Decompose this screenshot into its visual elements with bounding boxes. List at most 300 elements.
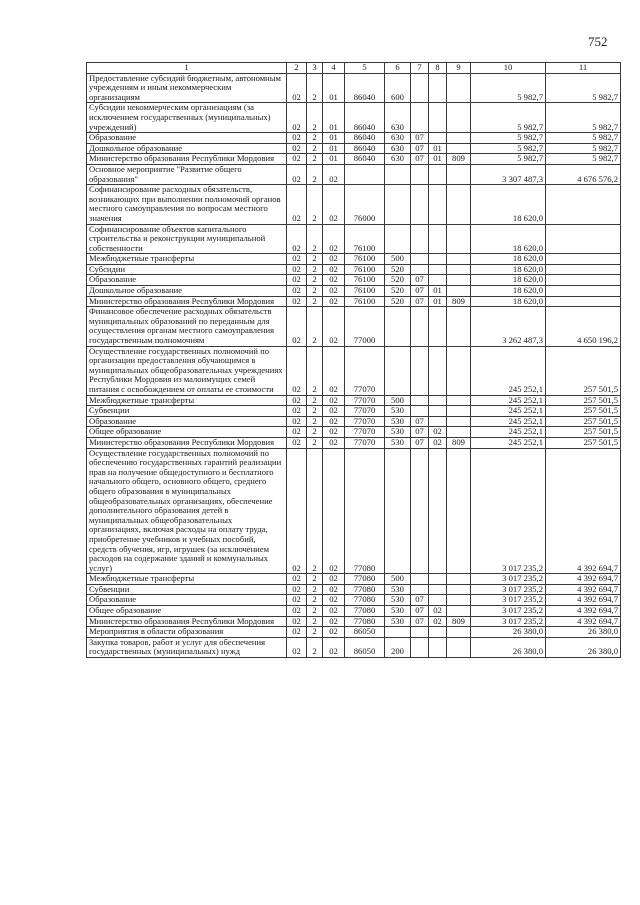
section: 07 [411,416,429,427]
amount-year-2: 257 501,5 [546,395,621,406]
program-code: 02 [323,296,345,307]
program-code: 02 [323,254,345,265]
row-name: Субвенции [87,406,287,417]
ministry-code: 809 [447,154,471,165]
row-name: Предоставление субсидий бюджетным, автономным учреждениям и иным некоммерческим организациям [87,73,287,103]
table-row [87,637,621,657]
col-header: 6 [385,63,411,74]
row-name: Образование [87,416,287,427]
sub-code: 2 [307,437,323,448]
ministry-code [447,627,471,638]
subsection [429,627,447,638]
article-code: 76100 [345,296,385,307]
section-code: 02 [287,264,307,275]
row-name: Финансовое обеспечение расходных обязательств муниципальных образований по переданным для осуществления органам местного самоуправления государственным полномочиям [87,307,287,346]
amount-year-1: 18 620,0 [471,286,546,297]
subsection [429,103,447,133]
table-row [87,254,621,265]
expense-type: 520 [385,286,411,297]
program-code: 02 [323,275,345,286]
sub-code: 2 [307,595,323,606]
ministry-code: 809 [447,616,471,627]
expense-type [385,307,411,346]
row-name: Субвенции [87,584,287,595]
section: 07 [411,616,429,627]
expense-type [385,224,411,254]
header-row [87,63,621,74]
col-header: 9 [447,63,471,74]
table-row [87,584,621,595]
program-code: 02 [323,606,345,617]
article-code: 76100 [345,264,385,275]
table-row [87,143,621,154]
article-code: 76100 [345,275,385,286]
amount-year-2: 257 501,5 [546,437,621,448]
table-row [87,595,621,606]
amount-year-1: 3 017 235,2 [471,595,546,606]
article-code: 77070 [345,346,385,395]
sub-code: 2 [307,574,323,585]
section: 07 [411,437,429,448]
article-code: 77070 [345,427,385,438]
subsection [429,406,447,417]
sub-code: 2 [307,346,323,395]
budget-table [86,62,621,658]
amount-year-2: 4 650 196,2 [546,307,621,346]
section-code: 02 [287,395,307,406]
program-code: 02 [323,427,345,438]
sub-code: 2 [307,448,323,574]
ministry-code [447,448,471,574]
program-code: 02 [323,264,345,275]
table-row [87,448,621,574]
table-row [87,574,621,585]
amount-year-1: 5 982,7 [471,154,546,165]
article-code: 77080 [345,616,385,627]
article-code: 77080 [345,448,385,574]
amount-year-1: 245 252,1 [471,437,546,448]
article-code: 77070 [345,437,385,448]
program-code: 02 [323,406,345,417]
article-code: 76100 [345,224,385,254]
program-code: 01 [323,73,345,103]
col-header: 3 [307,63,323,74]
ministry-code [447,143,471,154]
amount-year-2: 4 392 694,7 [546,616,621,627]
expense-type [385,164,411,184]
section-code: 02 [287,437,307,448]
ministry-code [447,606,471,617]
ministry-code [447,224,471,254]
amount-year-2: 4 392 694,7 [546,606,621,617]
section [411,346,429,395]
subsection [429,133,447,144]
ministry-code [447,427,471,438]
amount-year-2: 26 380,0 [546,637,621,657]
ministry-code [447,286,471,297]
expense-type: 530 [385,416,411,427]
section-code: 02 [287,133,307,144]
amount-year-2: 5 982,7 [546,73,621,103]
amount-year-2 [546,185,621,224]
page-number: 752 [588,34,608,49]
program-code: 02 [323,416,345,427]
sub-code: 2 [307,154,323,165]
subsection [429,416,447,427]
program-code: 01 [323,133,345,144]
section: 07 [411,143,429,154]
sub-code: 2 [307,143,323,154]
program-code: 02 [323,346,345,395]
section-code: 02 [287,616,307,627]
section-code: 02 [287,185,307,224]
table-row [87,286,621,297]
amount-year-1: 18 620,0 [471,185,546,224]
subsection [429,595,447,606]
ministry-code [447,584,471,595]
amount-year-2 [546,264,621,275]
table-row [87,296,621,307]
amount-year-1: 18 620,0 [471,275,546,286]
article-code: 86040 [345,154,385,165]
section: 07 [411,154,429,165]
article-code: 77070 [345,416,385,427]
table-row [87,73,621,103]
subsection [429,185,447,224]
subsection [429,254,447,265]
program-code: 02 [323,448,345,574]
amount-year-1: 245 252,1 [471,346,546,395]
col-header: 5 [345,63,385,74]
row-name: Дошкольное образование [87,286,287,297]
sub-code: 2 [307,416,323,427]
section-code: 02 [287,103,307,133]
amount-year-2: 5 982,7 [546,154,621,165]
row-name: Дошкольное образование [87,143,287,154]
expense-type [385,448,411,574]
section-code: 02 [287,606,307,617]
subsection [429,395,447,406]
program-code: 02 [323,574,345,585]
amount-year-2: 257 501,5 [546,427,621,438]
subsection: 01 [429,143,447,154]
article-code: 86050 [345,627,385,638]
amount-year-1: 26 380,0 [471,637,546,657]
row-name: Субсидии некоммерческим организациям (за исключением государственных (муниципальных) учреждений) [87,103,287,133]
section: 07 [411,275,429,286]
section-code: 02 [287,164,307,184]
row-name: Образование [87,275,287,286]
row-name: Межбюджетные трансферты [87,254,287,265]
expense-type: 520 [385,275,411,286]
amount-year-2 [546,296,621,307]
amount-year-1: 5 982,7 [471,103,546,133]
program-code: 01 [323,143,345,154]
section: 07 [411,595,429,606]
row-name: Общее образование [87,427,287,438]
section: 07 [411,286,429,297]
row-name: Общее образование [87,606,287,617]
table-row [87,133,621,144]
row-name: Основное мероприятие "Развитие общего образования" [87,164,287,184]
ministry-code [447,637,471,657]
article-code: 76000 [345,185,385,224]
subsection [429,264,447,275]
section-code: 02 [287,346,307,395]
amount-year-2: 5 982,7 [546,143,621,154]
amount-year-2: 257 501,5 [546,416,621,427]
table-row [87,627,621,638]
table-row [87,406,621,417]
section [411,224,429,254]
section [411,103,429,133]
ministry-code [447,595,471,606]
ministry-code: 809 [447,296,471,307]
table-row [87,103,621,133]
table-body [87,73,621,657]
amount-year-2: 4 676 576,2 [546,164,621,184]
ministry-code [447,574,471,585]
table-row [87,224,621,254]
amount-year-1: 3 307 487,3 [471,164,546,184]
subsection [429,275,447,286]
article-code: 86050 [345,637,385,657]
table-row [87,275,621,286]
expense-type: 520 [385,296,411,307]
amount-year-1: 5 982,7 [471,143,546,154]
section-code: 02 [287,224,307,254]
article-code [345,164,385,184]
article-code: 77080 [345,595,385,606]
article-code: 77000 [345,307,385,346]
sub-code: 2 [307,627,323,638]
article-code: 77080 [345,584,385,595]
section-code: 02 [287,286,307,297]
col-header: 2 [287,63,307,74]
sub-code: 2 [307,133,323,144]
section-code: 02 [287,427,307,438]
amount-year-1: 3 262 487,3 [471,307,546,346]
program-code: 01 [323,154,345,165]
expense-type: 630 [385,133,411,144]
section [411,73,429,103]
subsection [429,73,447,103]
program-code: 02 [323,584,345,595]
subsection [429,164,447,184]
table-row [87,606,621,617]
sub-code: 2 [307,395,323,406]
sub-code: 2 [307,296,323,307]
sub-code: 2 [307,637,323,657]
ministry-code [447,264,471,275]
row-name: Министерство образования Республики Мордовия [87,154,287,165]
section-code: 02 [287,275,307,286]
expense-type: 530 [385,606,411,617]
amount-year-1: 3 017 235,2 [471,606,546,617]
subsection: 02 [429,616,447,627]
section [411,627,429,638]
article-code: 86040 [345,103,385,133]
ministry-code [447,395,471,406]
row-name: Осуществление государственных полномочий по обеспечению государственных гарантий реализации прав на получение общедоступного и бесплатного начального общего, основного общего, среднего общего образования в муниципальных общеобразовательных организациях, обеспечение дополнительного образования детей в муниципальных общеобразовательных организациях, включая расходы на оплату труда, приобретение учебников и учебных пособий, средств обучения, игр, игрушек (за исключением расходов на содержание зданий и коммунальных услуг) [87,448,287,574]
amount-year-1: 26 380,0 [471,627,546,638]
table-row [87,307,621,346]
section [411,637,429,657]
article-code: 76100 [345,254,385,265]
amount-year-2 [546,275,621,286]
section [411,584,429,595]
sub-code: 2 [307,616,323,627]
section: 07 [411,133,429,144]
amount-year-1: 3 017 235,2 [471,616,546,627]
expense-type: 500 [385,395,411,406]
article-code: 77080 [345,606,385,617]
col-header: 11 [546,63,621,74]
row-name: Софинансирование объектов капитального строительства и реконструкции муниципальной собственности [87,224,287,254]
amount-year-1: 18 620,0 [471,296,546,307]
amount-year-1: 18 620,0 [471,254,546,265]
amount-year-1: 18 620,0 [471,224,546,254]
amount-year-1: 245 252,1 [471,427,546,438]
expense-type: 520 [385,264,411,275]
col-header: 7 [411,63,429,74]
col-header: 4 [323,63,345,74]
article-code: 77070 [345,395,385,406]
section-code: 02 [287,254,307,265]
ministry-code [447,103,471,133]
sub-code: 2 [307,264,323,275]
subsection: 02 [429,427,447,438]
amount-year-1: 18 620,0 [471,264,546,275]
ministry-code [447,73,471,103]
sub-code: 2 [307,286,323,297]
sub-code: 2 [307,307,323,346]
amount-year-2: 4 392 694,7 [546,574,621,585]
amount-year-1: 245 252,1 [471,406,546,417]
program-code: 02 [323,627,345,638]
amount-year-2: 4 392 694,7 [546,584,621,595]
program-code: 02 [323,307,345,346]
table-row [87,616,621,627]
table-row [87,154,621,165]
expense-type [385,185,411,224]
table-row [87,164,621,184]
expense-type: 200 [385,637,411,657]
section-code: 02 [287,637,307,657]
subsection: 02 [429,606,447,617]
section-code: 02 [287,73,307,103]
section-code: 02 [287,574,307,585]
subsection [429,307,447,346]
expense-type: 530 [385,437,411,448]
col-header: 10 [471,63,546,74]
sub-code: 2 [307,427,323,438]
amount-year-2: 26 380,0 [546,627,621,638]
amount-year-1: 3 017 235,2 [471,584,546,595]
amount-year-1: 3 017 235,2 [471,574,546,585]
article-code: 86040 [345,133,385,144]
row-name: Закупка товаров, работ и услуг для обеспечения государственных (муниципальных) нужд [87,637,287,657]
section-code: 02 [287,143,307,154]
expense-type: 630 [385,143,411,154]
ministry-code [447,416,471,427]
expense-type: 530 [385,406,411,417]
sub-code: 2 [307,254,323,265]
sub-code: 2 [307,606,323,617]
row-name: Мероприятия в области образования [87,627,287,638]
amount-year-1: 5 982,7 [471,133,546,144]
row-name: Осуществление государственных полномочий по организации предоставления обучающимся в муниципальных общеобразовательных учреждениях Республики Мордовия из малоимущих семей питания с освобождением от оплаты ее стоимости [87,346,287,395]
section [411,406,429,417]
sub-code: 2 [307,584,323,595]
subsection: 02 [429,437,447,448]
table-row [87,395,621,406]
table-row [87,416,621,427]
row-name: Межбюджетные трансферты [87,574,287,585]
sub-code: 2 [307,185,323,224]
expense-type: 530 [385,595,411,606]
program-code: 02 [323,595,345,606]
ministry-code [447,164,471,184]
section-code: 02 [287,595,307,606]
section-code: 02 [287,584,307,595]
section [411,574,429,585]
amount-year-2: 5 982,7 [546,103,621,133]
amount-year-2: 4 392 694,7 [546,448,621,574]
program-code: 02 [323,164,345,184]
article-code: 76100 [345,286,385,297]
expense-type: 630 [385,103,411,133]
subsection [429,574,447,585]
ministry-code [447,254,471,265]
article-code: 77070 [345,406,385,417]
amount-year-1: 3 017 235,2 [471,448,546,574]
section: 07 [411,606,429,617]
program-code: 02 [323,286,345,297]
ministry-code [447,346,471,395]
subsection: 01 [429,286,447,297]
amount-year-2: 257 501,5 [546,346,621,395]
section [411,264,429,275]
amount-year-2 [546,286,621,297]
article-code: 86040 [345,143,385,154]
program-code: 02 [323,224,345,254]
subsection: 01 [429,296,447,307]
row-name: Министерство образования Республики Мордовия [87,296,287,307]
table-row [87,346,621,395]
expense-type [385,346,411,395]
subsection [429,584,447,595]
section [411,448,429,574]
expense-type: 500 [385,254,411,265]
section [411,185,429,224]
sub-code: 2 [307,103,323,133]
row-name: Образование [87,133,287,144]
amount-year-1: 245 252,1 [471,395,546,406]
col-header: 1 [87,63,287,74]
expense-type: 530 [385,427,411,438]
amount-year-2 [546,254,621,265]
row-name: Субсидии [87,264,287,275]
program-code: 01 [323,103,345,133]
sub-code: 2 [307,406,323,417]
amount-year-1: 245 252,1 [471,416,546,427]
ministry-code [447,133,471,144]
table-row [87,427,621,438]
section-code: 02 [287,154,307,165]
program-code: 02 [323,395,345,406]
ministry-code [447,406,471,417]
